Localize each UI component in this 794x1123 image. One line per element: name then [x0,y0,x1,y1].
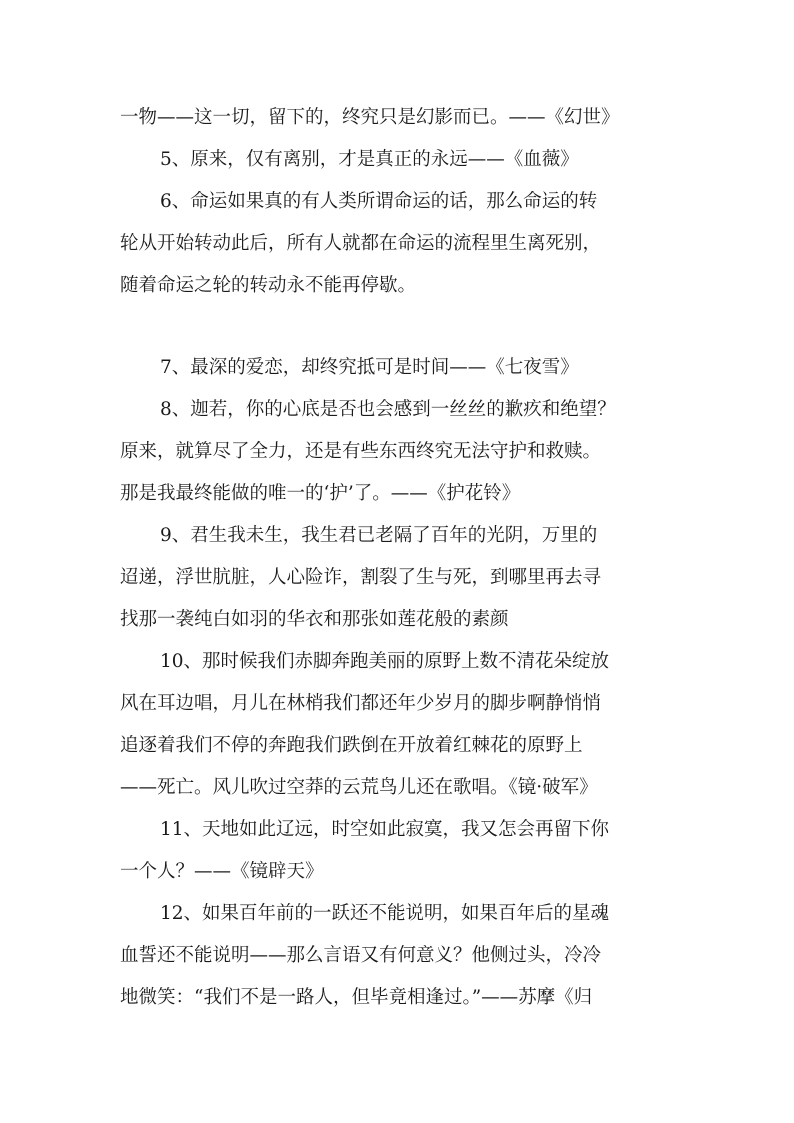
text-line: 找那一袭纯白如羽的华衣和那张如莲花般的素颜 [120,609,509,630]
text-line: 一物——这一切，留下的，终究只是幻影而已。——《幻世》 [120,107,620,128]
text-line: 12、如果百年前的一跃还不能说明，如果百年后的星魂 [160,903,610,924]
text-line: 9、君生我未生，我生君已老隔了百年的光阴，万里的 [160,525,598,546]
text-line: 7、最深的爱恋，却终究抵可是时间——《七夜雪》 [160,357,579,378]
text-line: 地微笑：“我们不是一路人，但毕竟相逢过。”——苏摩《归 [120,987,593,1008]
text-line: 追逐着我们不停的奔跑我们跌倒在开放着红棘花的原野上 [120,735,583,756]
text-line: 5、原来，仅有离别，才是真正的永远——《血薇》 [160,149,579,170]
text-line: 轮从开始转动此后，所有人就都在命运的流程里生离死别， [120,233,602,254]
text-line: 8、迦若，你的心底是否也会感到一丝丝的歉疚和绝望？ [160,399,616,420]
text-line: 随着命运之轮的转动永不能再停歇。 [120,275,417,296]
text-line: 血誓还不能说明——那么言语又有何意义？他侧过头，冷冷 [120,945,602,966]
text-line: 原来，就算尽了全力，还是有些东西终究无法守护和救赎。 [120,441,602,462]
text-line: 一个人？——《镜辟天》 [120,861,324,882]
text-line: 那是我最终能做的唯一的‘护’了。——《护花铃》 [120,483,521,504]
text-line: 6、命运如果真的有人类所谓命运的话，那么命运的转 [160,191,598,212]
text-line: ——死亡。风儿吹过空莽的云荒鸟儿还在歌唱。《镜·破军》 [120,777,598,798]
text-line: 10、那时候我们赤脚奔跑美丽的原野上数不清花朵绽放 [160,651,610,672]
text-line: 风在耳边唱，月儿在林梢我们都还年少岁月的脚步啊静悄悄 [120,693,602,714]
text-line: 11、天地如此辽远，时空如此寂寞，我又怎会再留下你 [160,819,610,840]
text-line: 迢递，浮世肮脏，人心险诈，割裂了生与死，到哪里再去寻 [120,567,602,588]
